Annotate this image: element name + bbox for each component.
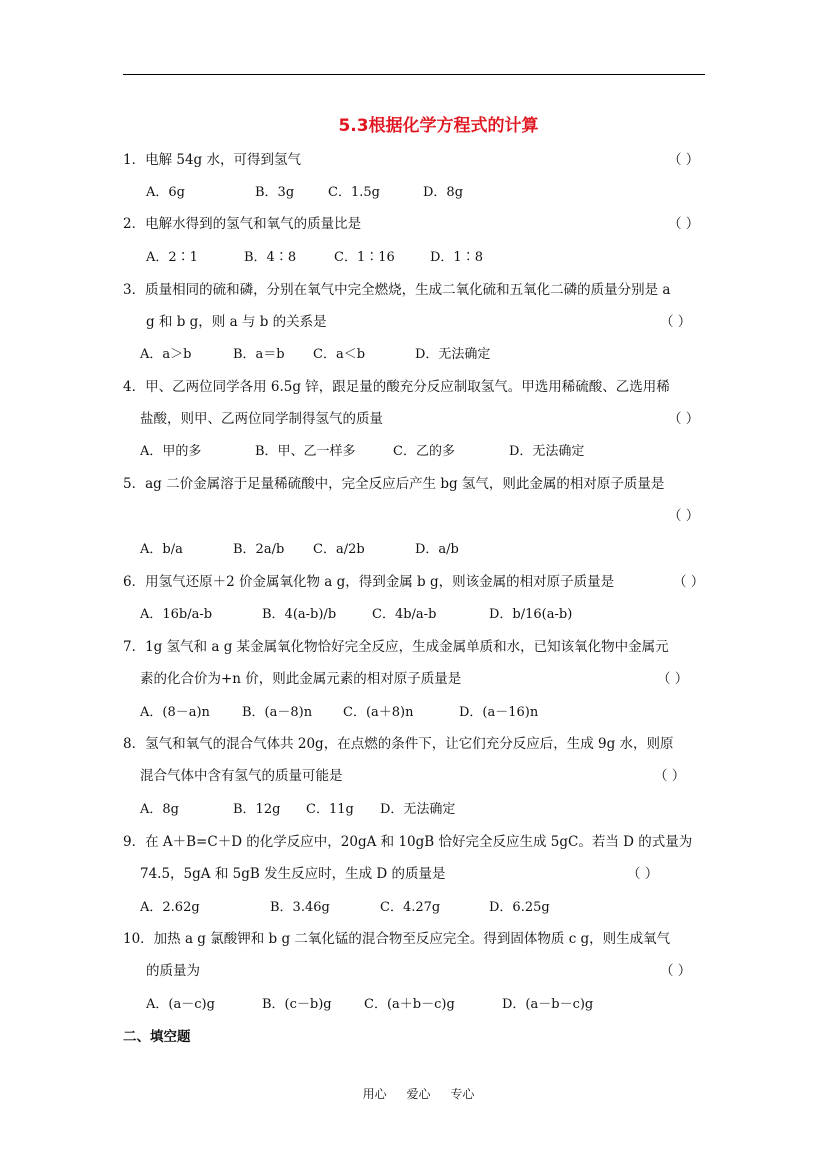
question-8-option-a: A．8g [140,802,179,817]
question-7-line-2: 素的化合价为+n 价，则此金属元素的相对原子质量是 [140,671,462,687]
question-6-answer-paren: （ ） [673,574,705,590]
question-6-option-b: B．4(a-b)/b [262,607,337,622]
question-9-option-a: A．2.62g [140,900,200,915]
question-1-option-c: C．1.5g [328,185,380,200]
question-3-line-1: 3．质量相同的硫和磷，分别在氧气中完全燃烧，生成二氧化硫和五氧化二磷的质量分别是 a [123,282,671,298]
question-8-option-c: C．11g [306,802,354,817]
page-footer [0,1085,827,1102]
question-4-option-c: C．乙的多 [393,444,455,459]
question-1-option-a: A．6g [146,185,185,200]
question-5-option-b: B．2a/b [233,542,285,557]
question-2-option-b: B．4∶8 [244,250,297,265]
question-5-answer-paren: （ ） [668,508,700,524]
question-4-line-2: 盐酸，则甲、乙两位同学制得氢气的质量 [140,411,383,427]
question-2-line-1: 2．电解水得到的氢气和氧气的质量比是 [123,216,362,232]
question-10-option-b: B．(c－b)g [262,997,332,1012]
question-3-option-a: A．a＞b [140,347,192,362]
question-4-line-1: 4．甲、乙两位同学各用 6.5g 锌，跟足量的酸充分反应制取氢气。甲选用稀硫酸、乙选用稀 [123,379,670,395]
footer-text-2: 爱心 [406,1087,431,1101]
question-3-option-b: B．a＝b [233,347,285,362]
footer-text-3: 专心 [450,1087,475,1101]
footer-text-1: 用心 [362,1087,387,1101]
question-4-option-b: B．甲、乙一样多 [255,444,356,459]
question-7-answer-paren: （ ） [657,671,689,687]
question-10-answer-paren: （ ） [660,963,692,979]
question-9-option-c: C．4.27g [380,900,441,915]
question-5-option-d: D．a/b [415,542,459,557]
question-9-option-d: D．6.25g [489,900,550,915]
question-3-answer-paren: （ ） [660,314,692,330]
question-9-option-b: B．3.46g [270,900,330,915]
question-6-line-1: 6．用氢气还原＋2 价金属氧化物 a g，得到金属 b g，则该金属的相对原子质量是 [123,574,615,590]
question-9-line-1: 9．在 A＋B=C＋D 的化学反应中，20gA 和 10gB 恰好完全反应生成 5gC。若当 D 的式量为 [123,834,693,850]
question-4-option-a: A．甲的多 [140,444,202,459]
question-5-option-c: C．a/2b [313,542,365,557]
question-2-option-a: A．2∶1 [146,250,198,265]
question-6-option-c: C．4b/a-b [372,607,437,622]
question-5-option-a: A．b/a [140,542,183,557]
question-1-answer-paren: （ ） [668,152,700,168]
question-10-option-c: C．(a＋b－c)g [364,997,455,1012]
page-title: 5.3根据化学方程式的计算 [338,116,539,136]
question-8-line-2: 混合气体中含有氢气的质量可能是 [140,768,343,784]
question-7-option-b: B．(a－8)n [242,705,313,720]
question-8-line-1: 8．氢气和氧气的混合气体共 20g，在点燃的条件下，让它们充分反应后，生成 9g 水，则原 [123,736,674,752]
question-7-line-1: 7．1g 氢气和 a g 某金属氧化物恰好完全反应，生成金属单质和水，已知该氧化物中金属元 [123,639,669,655]
question-6-option-d: D．b/16(a-b) [489,607,573,622]
question-9-answer-paren: （ ） [627,866,659,882]
question-2-answer-paren: （ ） [668,216,700,232]
question-2-option-d: D．1∶8 [430,250,483,265]
question-1-option-d: D．8g [423,185,464,200]
question-1-line-1: 1．电解 54g 水，可得到氢气 [123,152,301,168]
question-5-line-1: 5．ag 二价金属溶于足量稀硫酸中，完全反应后产生 bg 氢气，则此金属的相对原子质量是 [123,476,665,492]
question-1-option-b: B．3g [255,185,295,200]
question-10-option-d: D．(a－b－c)g [502,997,594,1012]
question-8-option-b: B．12g [233,802,281,817]
question-8-answer-paren: （ ） [654,768,686,784]
question-7-option-d: D．(a－16)n [459,705,539,720]
question-9-line-2: 74.5，5gA 和 5gB 发生反应时，生成 D 的质量是 [140,866,446,882]
question-4-answer-paren: （ ） [668,411,700,427]
question-2-option-c: C．1∶16 [334,250,395,265]
question-7-option-a: A．(8－a)n [140,705,210,720]
question-4-option-d: D．无法确定 [509,444,585,459]
question-6-option-a: A．16b/a-b [140,607,213,622]
question-10-line-2: 的质量为 [146,963,200,979]
question-10-line-1: 10．加热 a g 氯酸钾和 b g 二氧化锰的混合物至反应完全。得到固体物质 c g，则生成氧气 [123,931,671,947]
question-3-line-2: g 和 b g，则 a 与 b 的关系是 [146,314,327,330]
question-8-option-d: D．无法确定 [380,802,456,817]
section-heading: 二、填空题 [123,1029,191,1045]
header-rule [123,74,705,75]
question-7-option-c: C．(a＋8)n [343,705,414,720]
question-10-option-a: A．(a－c)g [146,997,215,1012]
question-3-option-c: C．a＜b [313,347,366,362]
question-3-option-d: D．无法确定 [415,347,491,362]
